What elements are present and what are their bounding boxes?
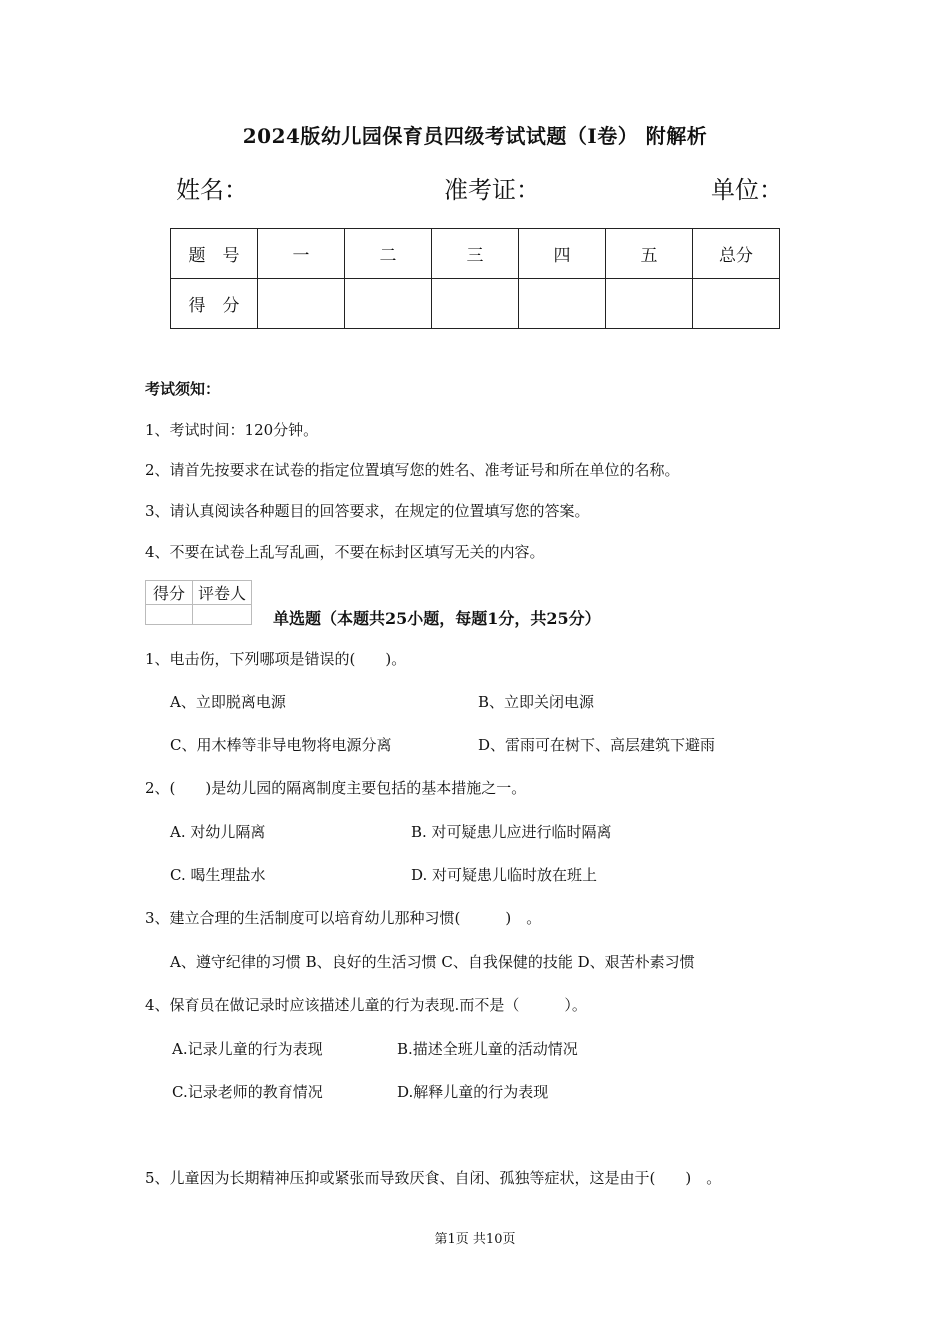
question-option: B、立即关闭电源	[478, 693, 595, 711]
name-field-label: 姓名：	[176, 176, 248, 204]
score-table-score-cell	[519, 279, 606, 329]
question-option: A、立即脱离电源	[170, 693, 286, 711]
notice-item: 3、请认真阅读各种题目的回答要求，在规定的位置填写您的答案。	[145, 502, 590, 520]
grader-reviewer-label: 评卷人	[193, 581, 252, 605]
question-option: A.记录儿童的行为表现	[172, 1040, 323, 1058]
notice-heading: 考试须知：	[145, 380, 221, 398]
grader-score-cell	[146, 605, 193, 625]
question-option: C. 喝生理盐水	[170, 866, 266, 884]
page-footer: 第1页 共10页	[434, 1232, 516, 1247]
page-title: 2024版幼儿园保育员四级考试试题（I卷） 附解析	[242, 124, 708, 148]
score-table-score-cell	[432, 279, 519, 329]
score-table-header-cell: 二	[345, 229, 432, 279]
score-table-header-cell: 总分	[693, 229, 780, 279]
question-stem: 4、保育员在做记录时应该描述儿童的行为表现.而不是（ ）。	[145, 996, 587, 1014]
grader-score-label: 得分	[146, 581, 193, 605]
question-option: D.解释儿童的行为表现	[397, 1083, 549, 1101]
section-title: 单选题（本题共25小题，每题1分，共25分）	[273, 609, 601, 628]
notice-item: 1、考试时间：120分钟。	[145, 421, 319, 439]
score-table-row-label: 得 分	[171, 279, 258, 329]
question-stem: 2、( )是幼儿园的隔离制度主要包括的基本措施之一。	[145, 779, 527, 797]
score-table-header-row	[171, 229, 780, 279]
score-table-score-cell	[606, 279, 693, 329]
score-table	[170, 228, 780, 329]
score-table-header-cell: 四	[519, 229, 606, 279]
question-stem: 1、电击伤，下列哪项是错误的( )。	[145, 650, 407, 668]
notice-item: 2、请首先按要求在试卷的指定位置填写您的姓名、准考证号和所在单位的名称。	[145, 461, 680, 479]
question-stem: 3、建立合理的生活制度可以培育幼儿那种习惯( ) 。	[145, 909, 542, 927]
question-option: B.描述全班儿童的活动情况	[397, 1040, 578, 1058]
question-option: A、遵守纪律的习惯 B、良好的生活习惯 C、自我保健的技能 D、艰苦朴素习惯	[170, 953, 695, 971]
unit-field-label: 单位：	[711, 176, 783, 204]
question-option: C.记录老师的教育情况	[172, 1083, 323, 1101]
question-option: D、雷雨可在树下、高层建筑下避雨	[478, 736, 716, 754]
score-table-score-cell	[693, 279, 780, 329]
question-option: B. 对可疑患儿应进行临时隔离	[411, 823, 612, 841]
score-table-score-row	[171, 279, 780, 329]
score-table-score-cell	[345, 279, 432, 329]
question-option: C、用木棒等非导电物将电源分离	[170, 736, 392, 754]
score-table-header-cell: 一	[258, 229, 345, 279]
notice-item: 4、不要在试卷上乱写乱画，不要在标封区填写无关的内容。	[145, 543, 545, 561]
question-option: D. 对可疑患儿临时放在班上	[411, 866, 598, 884]
exam-id-field-label: 准考证：	[444, 176, 540, 204]
score-table-header-cell: 五	[606, 229, 693, 279]
score-table-header-cell: 题 号	[171, 229, 258, 279]
question-option: A. 对幼儿隔离	[170, 823, 266, 841]
grader-box	[145, 580, 252, 625]
question-stem: 5、儿童因为长期精神压抑或紧张而导致厌食、自闭、孤独等症状，这是由于( ) 。	[145, 1169, 722, 1187]
score-table-score-cell	[258, 279, 345, 329]
grader-reviewer-cell	[193, 605, 252, 625]
score-table-header-cell: 三	[432, 229, 519, 279]
